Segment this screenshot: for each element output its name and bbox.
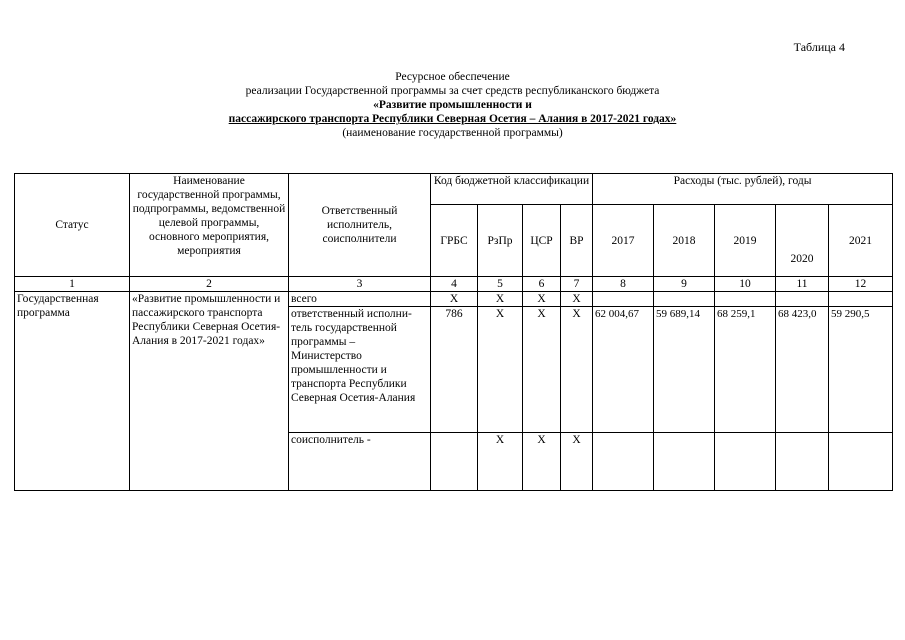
col-number: 4 xyxy=(431,277,478,292)
table-number-label: Таблица 4 xyxy=(793,40,845,54)
row-responsible-2020: 68 423,0 xyxy=(776,307,829,433)
header-rzpr: РзПр xyxy=(478,205,523,277)
header-grbs: ГРБС xyxy=(431,205,478,277)
col-number: 12 xyxy=(829,277,893,292)
col-number: 7 xyxy=(561,277,593,292)
header-vr: ВР xyxy=(561,205,593,277)
col-number: 9 xyxy=(654,277,715,292)
resource-table xyxy=(14,173,893,491)
row-responsible-rzpr: Х xyxy=(478,307,523,433)
document-heading xyxy=(0,70,905,140)
row-total-vr: Х xyxy=(561,292,593,307)
row-total-rzpr: Х xyxy=(478,292,523,307)
row-program-name: «Развитие промышленности и пассажирского транспорта Республики Северная Осетия-Алания в 2017-2021 годах» xyxy=(130,292,289,491)
header-executor: Ответственный исполнитель, соисполнители xyxy=(289,174,431,277)
header-program-name: Наименование государственной программы, подпрограммы, ведомственной целевой программы, основного мероприятия, мероприятия xyxy=(130,174,289,277)
row-coexec-vr: Х xyxy=(561,433,593,491)
row-responsible-2018: 59 689,14 xyxy=(654,307,715,433)
col-number: 1 xyxy=(15,277,130,292)
row-responsible-2021: 59 290,5 xyxy=(829,307,893,433)
heading-line-5: (наименование государственной программы) xyxy=(342,127,563,139)
col-number: 8 xyxy=(593,277,654,292)
heading-line-3: «Развитие промышленности и xyxy=(373,99,532,111)
col-number: 11 xyxy=(776,277,829,292)
row-total-executor: всего xyxy=(289,292,431,307)
header-status: Статус xyxy=(15,174,130,277)
header-year-2020: 2020 xyxy=(776,205,829,277)
row-responsible-2019: 68 259,1 xyxy=(715,307,776,433)
col-number: 10 xyxy=(715,277,776,292)
row-total-grbs: Х xyxy=(431,292,478,307)
row-coexec-executor: соисполнитель - xyxy=(289,433,431,491)
col-number: 2 xyxy=(130,277,289,292)
header-year-2021: 2021 xyxy=(829,205,893,277)
row-total-csr: Х xyxy=(523,292,561,307)
row-responsible-vr: Х xyxy=(561,307,593,433)
row-responsible-grbs: 786 xyxy=(431,307,478,433)
col-number: 5 xyxy=(478,277,523,292)
header-year-2019: 2019 xyxy=(715,205,776,277)
col-number: 6 xyxy=(523,277,561,292)
row-status: Государственная программа xyxy=(15,292,130,491)
header-csr: ЦСР xyxy=(523,205,561,277)
header-expenses: Расходы (тыс. рублей), годы xyxy=(593,174,893,205)
heading-line-2: реализации Государственной программы за счет средств республиканского бюджета xyxy=(245,85,660,97)
row-responsible-executor: ответственный исполни-тель государственной программы – Министерство промышленности и транспорта Республики Северная Осетия-Алания xyxy=(289,307,431,433)
header-budget-code: Код бюджетной классификации xyxy=(431,174,593,205)
header-year-2018: 2018 xyxy=(654,205,715,277)
row-coexec-csr: Х xyxy=(523,433,561,491)
row-coexec-rzpr: Х xyxy=(478,433,523,491)
col-number: 3 xyxy=(289,277,431,292)
row-responsible-csr: Х xyxy=(523,307,561,433)
heading-line-1: Ресурсное обеспечение xyxy=(395,71,510,83)
header-year-2017: 2017 xyxy=(593,205,654,277)
row-responsible-2017: 62 004,67 xyxy=(593,307,654,433)
heading-line-4: пассажирского транспорта Республики Северная Осетия – Алания в 2017-2021 годах» xyxy=(228,113,677,125)
